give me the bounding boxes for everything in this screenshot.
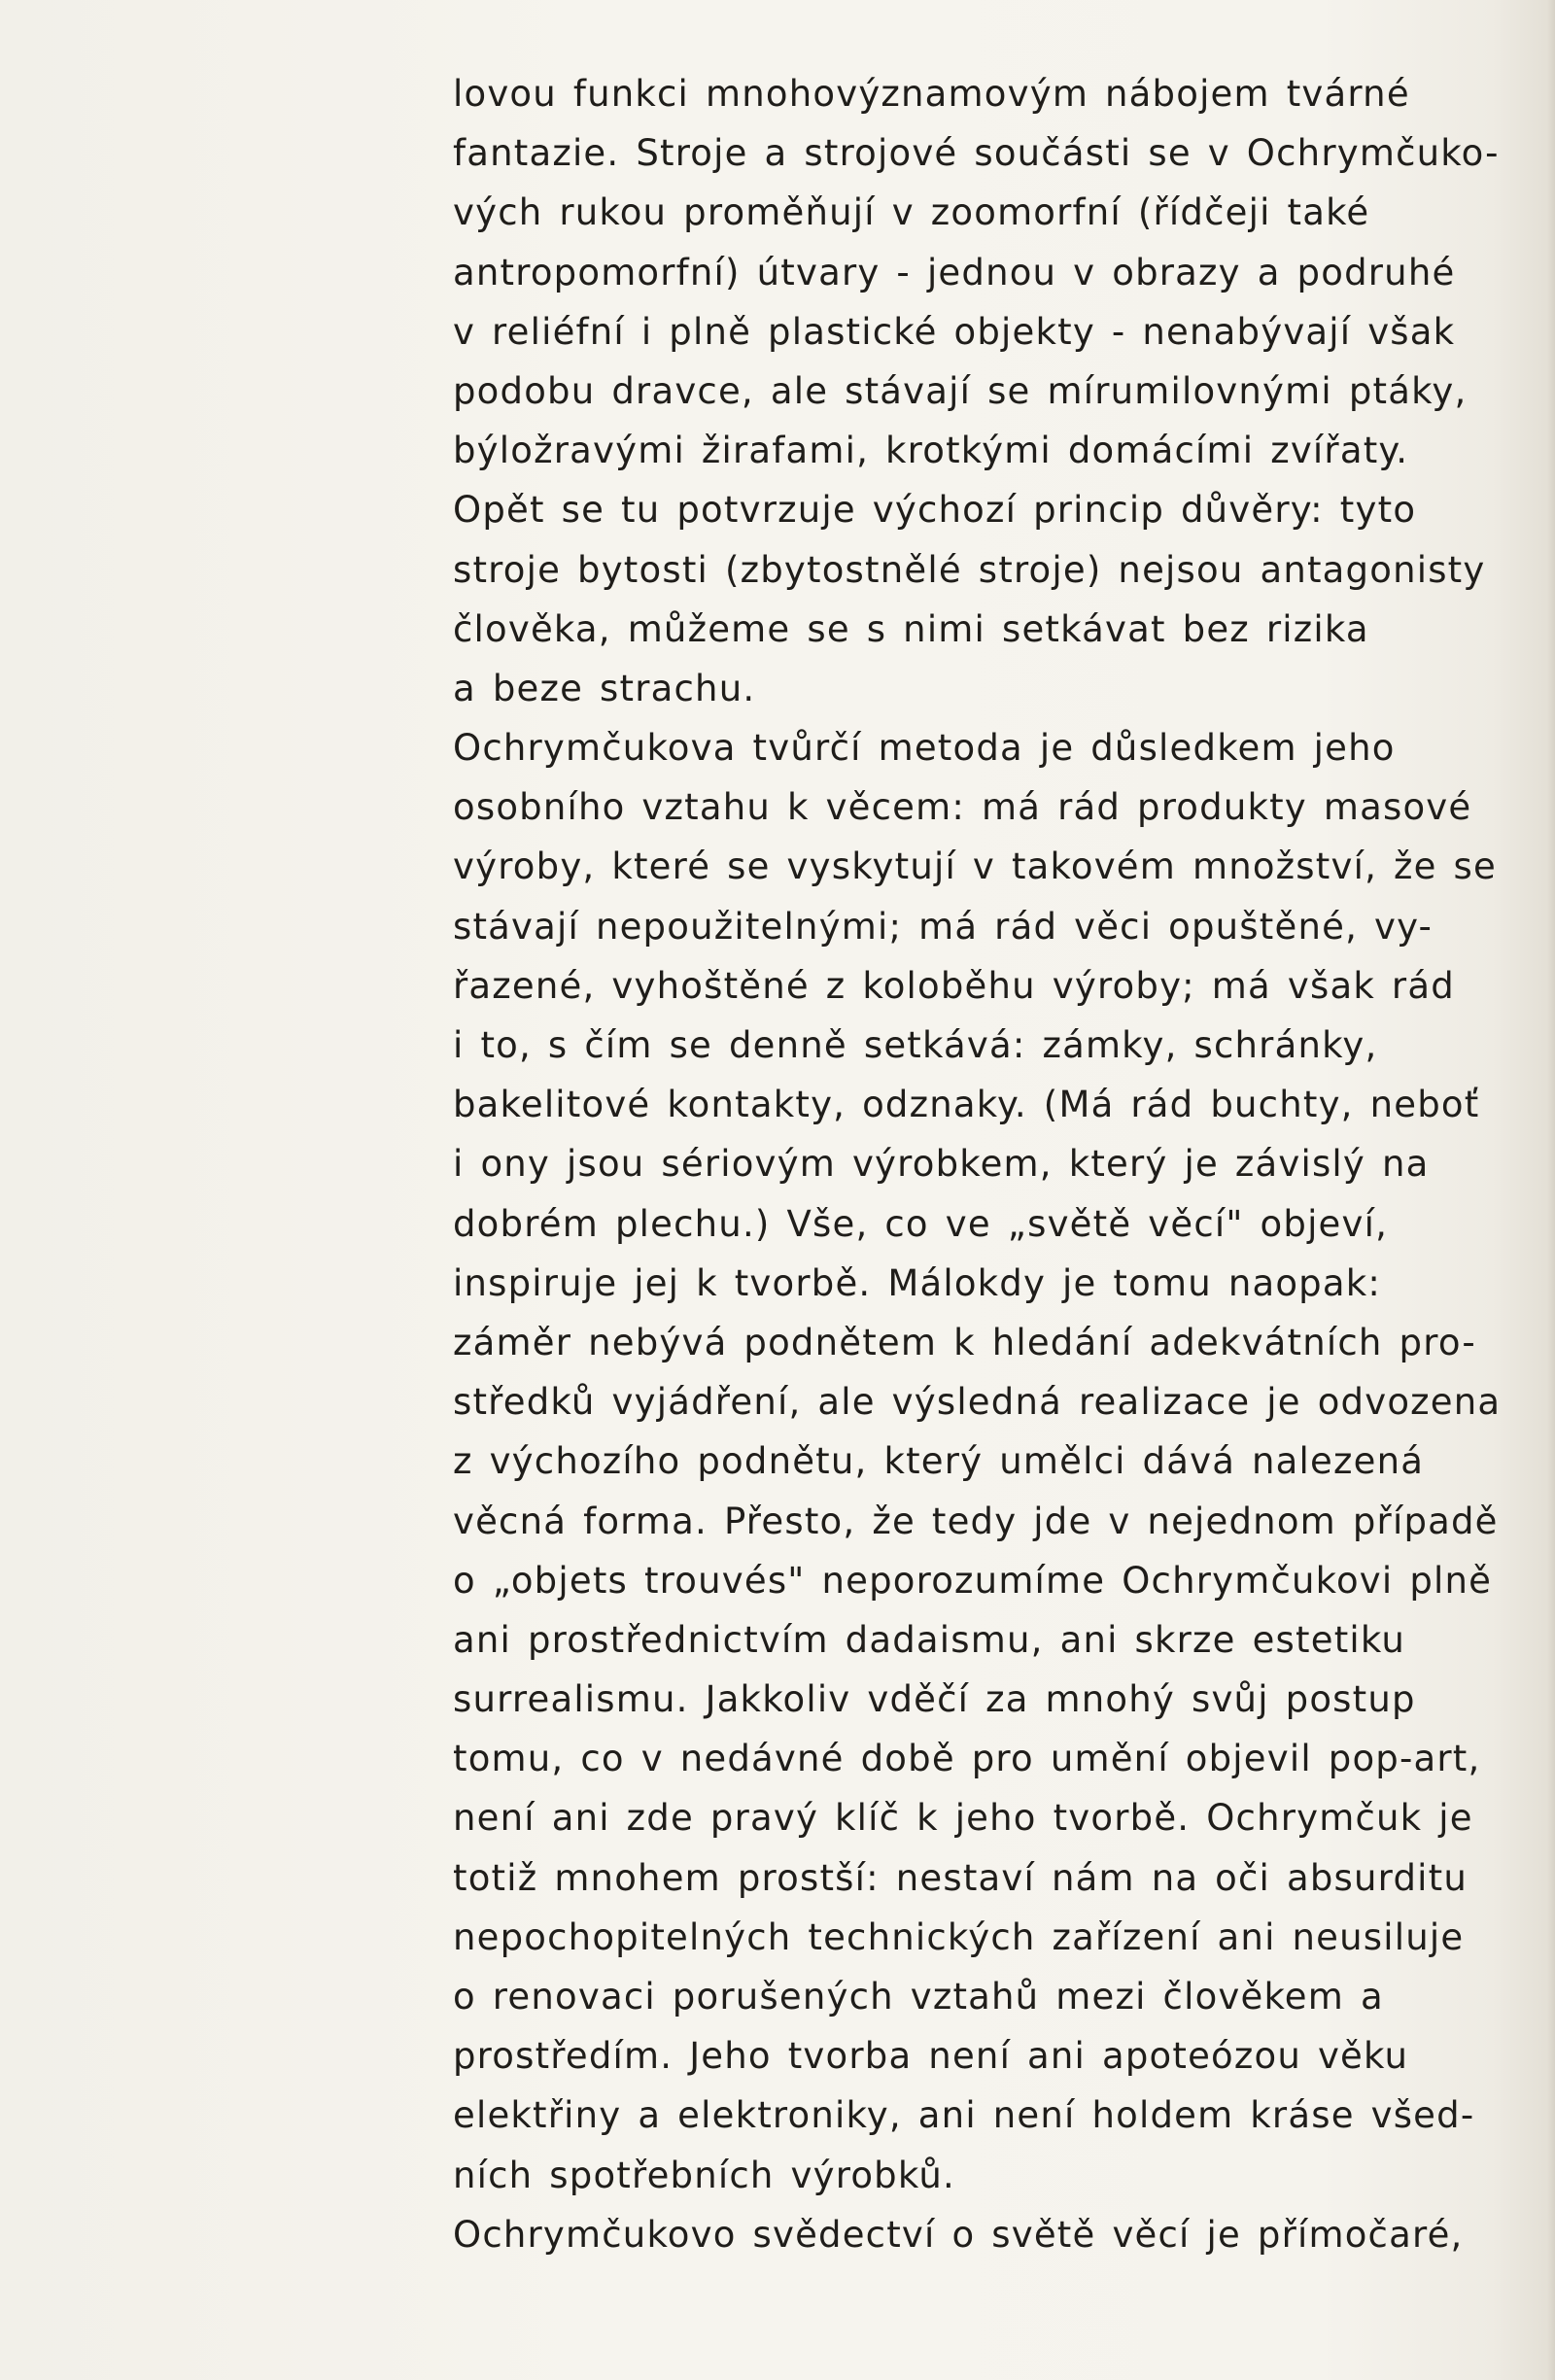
text-line: elektřiny a elektroniky, ani není holdem kráse všed-: [453, 2094, 1475, 2137]
text-line: vých rukou proměňují v zoomorfní (řídčeji také: [453, 191, 1370, 234]
text-line: podobu dravce, ale stávají se mírumilovnými ptáky,: [453, 369, 1468, 412]
text-line: ani prostřednictvím dadaismu, ani skrze estetiku: [453, 1618, 1406, 1661]
text-line: Ochrymčukova tvůrčí metoda je důsledkem jeho: [453, 727, 1396, 770]
text-line: ních spotřebních výrobků.: [453, 2154, 955, 2196]
text-line: z výchozího podnětu, který umělci dává nalezená: [453, 1440, 1425, 1483]
text-line: v reliéfní i plně plastické objekty - nenabývají však: [453, 310, 1456, 353]
text-line: středků vyjádření, ale výsledná realizace je odvozena: [453, 1381, 1502, 1424]
text-line: o „objets trouvés" neporozumíme Ochrymčukovi plně: [453, 1559, 1493, 1602]
text-line: není ani zde pravý klíč k jeho tvorbě. Ochrymčuk je: [453, 1797, 1473, 1840]
text-line: totiž mnohem prostší: nestaví nám na oči absurditu: [453, 1856, 1468, 1899]
text-line: býložravými žirafami, krotkými domácími zvířaty.: [453, 430, 1409, 472]
text-line: Ochrymčukovo svědectví o světě věcí je přímočaré,: [453, 2213, 1464, 2256]
text-line: záměr nebývá podnětem k hledání adekvátních pro-: [453, 1321, 1476, 1363]
text-line: řazené, vyhoštěné z koloběhu výroby; má však rád: [453, 964, 1455, 1007]
text-line: prostředím. Jeho tvorba není ani apoteózou věku: [453, 2035, 1409, 2078]
text-line: věcná forma. Přesto, že tedy jde v nejednom případě: [453, 1500, 1499, 1542]
text-line: surrealismu. Jakkoliv vděčí za mnohý svůj postup: [453, 1678, 1416, 1721]
text-line: i ony jsou sériovým výrobkem, který je závislý na: [453, 1143, 1430, 1186]
text-line: lovou funkci mnohovýznamovým nábojem tvárné: [453, 73, 1410, 115]
text-line: osobního vztahu k věcem: má rád produkty masové: [453, 786, 1472, 829]
text-line: tomu, co v nedávné době pro umění objevil pop-art,: [453, 1738, 1481, 1780]
text-line: člověka, můžeme se s nimi setkávat bez rizika: [453, 607, 1369, 650]
text-line: a beze strachu.: [453, 667, 756, 709]
text-line: stroje bytosti (zbytostnělé stroje) nejsou antagonisty: [453, 548, 1486, 591]
text-line: inspiruje jej k tvorbě. Málokdy je tomu naopak:: [453, 1261, 1382, 1304]
page-edge: [1547, 0, 1555, 2380]
text-line: Opět se tu potvrzuje výchozí princip důvěry: tyto: [453, 489, 1417, 532]
text-line: nepochopitelných technických zařízení ani neusiluje: [453, 1915, 1465, 1958]
text-line: i to, s čím se denně setkává: zámky, schránky,: [453, 1024, 1378, 1066]
text-line: výroby, které se vyskytují v takovém množství, že se: [453, 845, 1497, 888]
text-line: dobrém plechu.) Vše, co ve „světě věcí" objeví,: [453, 1202, 1389, 1245]
text-line: bakelitové kontakty, odznaky. (Má rád buchty, neboť: [453, 1084, 1480, 1126]
text-line: o renovaci porušených vztahů mezi člověkem a: [453, 1976, 1384, 2018]
text-line: stávají nepoužitelnými; má rád věci opuštěné, vy-: [453, 905, 1434, 948]
text-line: fantazie. Stroje a strojové součásti se v Ochrymčuko-: [453, 132, 1500, 175]
text-line: antropomorfní) útvary - jednou v obrazy a podruhé: [453, 251, 1456, 293]
text-column: [453, 64, 1502, 2264]
